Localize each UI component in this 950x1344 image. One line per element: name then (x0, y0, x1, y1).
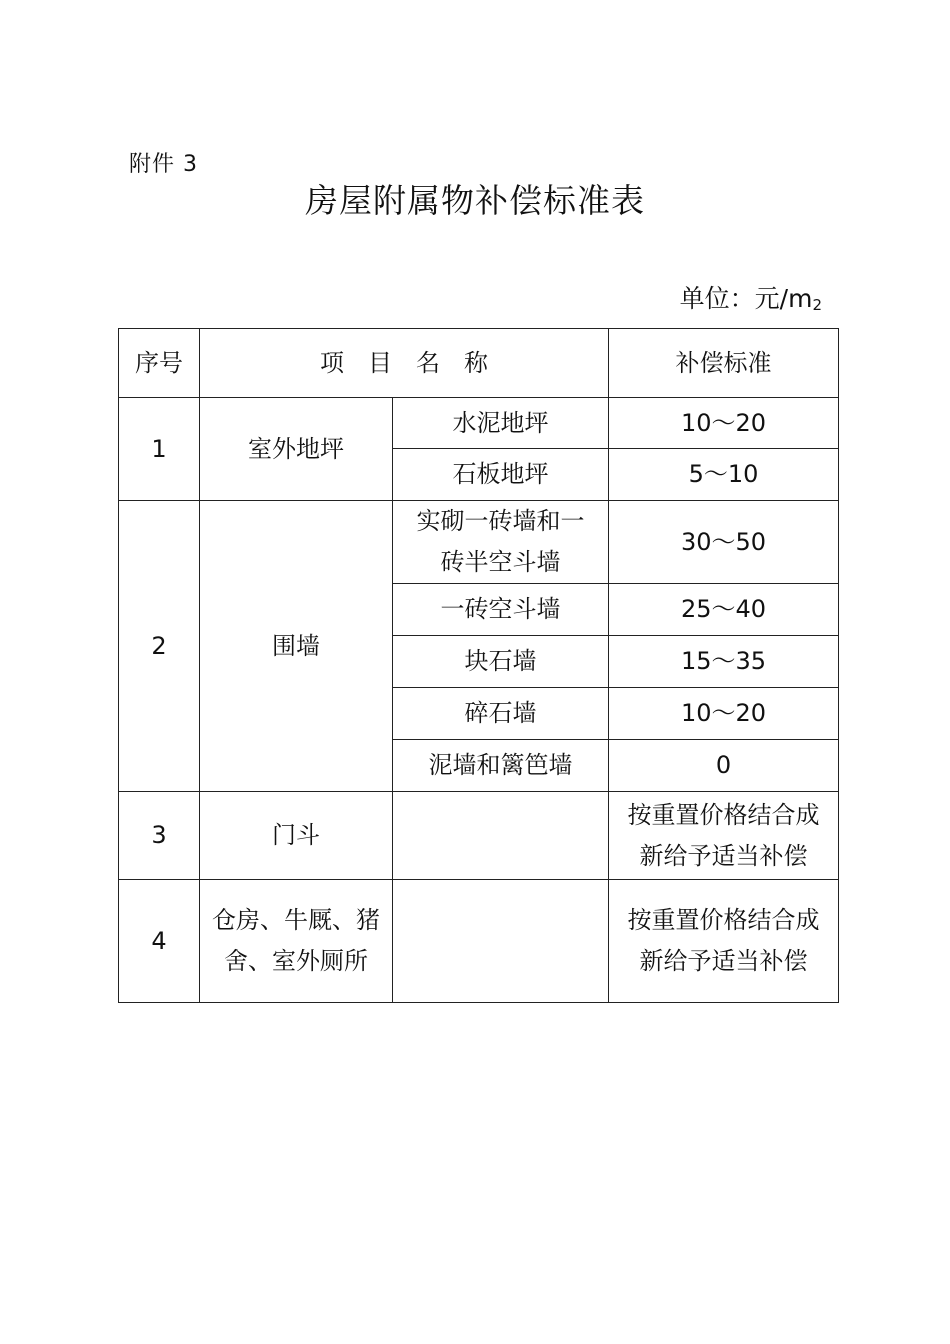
row-no: 4 (119, 880, 200, 1003)
header-standard: 补偿标准 (609, 329, 839, 398)
table-row (119, 398, 839, 449)
table-row (119, 880, 839, 1003)
attachment-label: 附件 3 (129, 152, 198, 177)
table-header-row (119, 329, 839, 398)
row-category: 门斗 (200, 792, 393, 880)
item-standard: 15～35 (609, 636, 839, 688)
table-row (119, 792, 839, 880)
unit-text: 单位：元/m (679, 284, 813, 313)
header-no: 序号 (119, 329, 200, 398)
unit-subscript: 2 (812, 296, 822, 314)
item-standard: 10～20 (609, 688, 839, 740)
row-category: 仓房、牛厩、猪舍、室外厕所 (200, 880, 393, 1003)
item-name: 块石墙 (393, 636, 609, 688)
document-title: 房屋附属物补偿标准表 (305, 181, 645, 220)
item-name: 石板地坪 (393, 449, 609, 501)
item-name: 水泥地坪 (393, 398, 609, 449)
item-standard: 按重置价格结合成新给予适当补偿 (609, 792, 839, 880)
item-name: 碎石墙 (393, 688, 609, 740)
table-row (119, 501, 839, 584)
item-standard: 0 (609, 740, 839, 792)
unit-label (680, 282, 822, 322)
row-no: 1 (119, 398, 200, 501)
item-name: 一砖空斗墙 (393, 584, 609, 636)
row-no: 2 (119, 501, 200, 792)
row-category: 围墙 (200, 501, 393, 792)
item-standard: 25～40 (609, 584, 839, 636)
item-standard: 10～20 (609, 398, 839, 449)
row-category: 室外地坪 (200, 398, 393, 501)
item-name: 实砌一砖墙和一砖半空斗墙 (393, 501, 609, 584)
item-standard: 5～10 (609, 449, 839, 501)
row-no: 3 (119, 792, 200, 880)
item-name (393, 792, 609, 880)
item-name (393, 880, 609, 1003)
item-standard: 30～50 (609, 501, 839, 584)
item-standard: 按重置价格结合成新给予适当补偿 (609, 880, 839, 1003)
header-item: 项 目 名 称 (200, 329, 609, 398)
compensation-table (118, 328, 839, 1003)
item-name: 泥墙和篱笆墙 (393, 740, 609, 792)
